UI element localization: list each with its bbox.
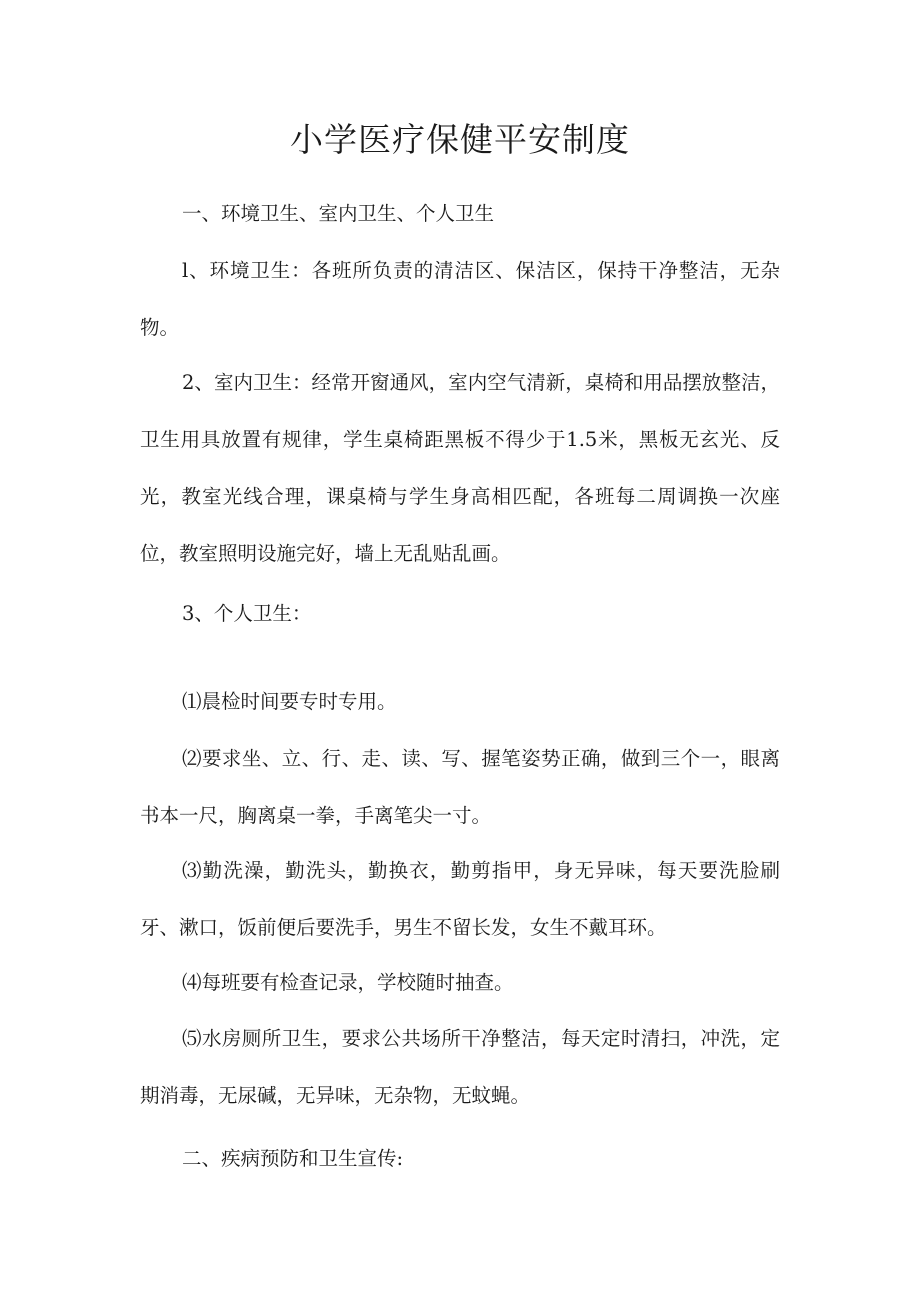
document-title: 小学医疗保健平安制度 (290, 120, 630, 159)
list-item-posture: ⑵要求坐、立、行、走、读、写、握笔姿势正确，做到三个一，眼离书本一尺，胸离桌一拳，手离笔尖一寸。 (140, 747, 780, 827)
list-item-morning-check: ⑴晨检时间要专时专用。 (182, 690, 397, 713)
section-heading-hygiene: 一、环境卫生、室内卫生、个人卫生 (182, 202, 495, 225)
section-heading-disease-prevention: 二、疾病预防和卫生宣传: (182, 1147, 404, 1170)
list-item-restroom-hygiene: ⑸水房厕所卫生，要求公共场所干净整洁，每天定时清扫，冲洗，定期消毒，无尿碱，无异味，无杂物，无蚊蝇。 (140, 1027, 780, 1107)
list-item-inspection-record: ⑷每班要有检查记录，学校随时抽查。 (182, 971, 514, 994)
paragraph-environment-hygiene: l、环境卫生：各班所负责的清洁区、保洁区，保持干净整洁，无杂物。 (140, 259, 780, 339)
paragraph-personal-hygiene: 3、个人卫生： (182, 602, 312, 625)
list-item-cleanliness: ⑶勤洗澡，勤洗头，勤换衣，勤剪指甲，身无异味，每天要洗脸刷牙、漱口，饭前便后要洗手，男生不留长发，女生不戴耳环。 (140, 859, 780, 939)
paragraph-indoor-hygiene: 2、室内卫生：经常开窗通风，室内空气清新，桌椅和用品摆放整洁，卫生用具放置有规律，学生桌椅距黑板不得少于1.5米，黑板无玄光、反光，教室光线合理，课桌椅与学生身高相匹配，各班每二周调换一次座位，教室照明设施完好，墙上无乱贴乱画。 (140, 371, 780, 565)
